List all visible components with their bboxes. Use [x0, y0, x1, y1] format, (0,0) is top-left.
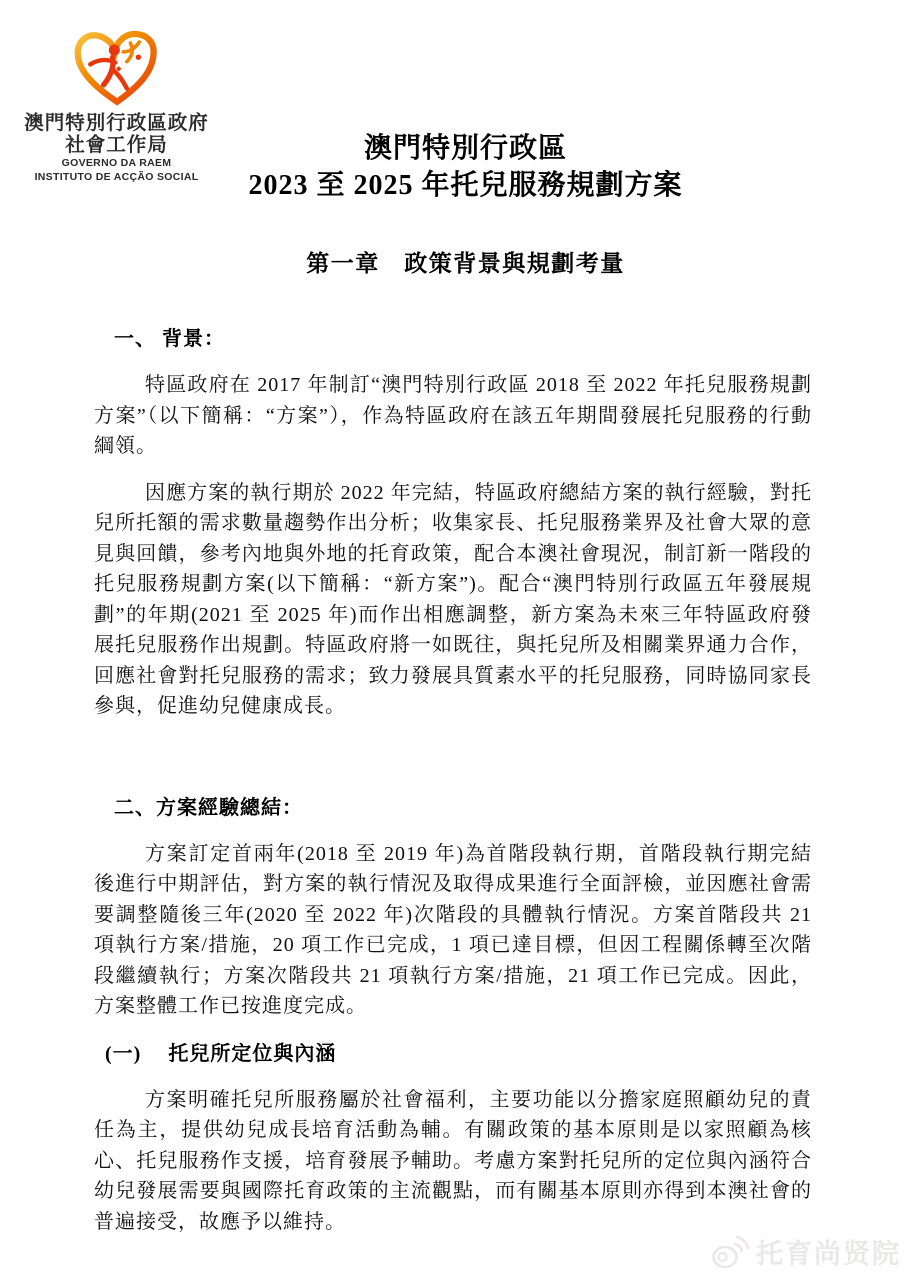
org-bureau-chinese: 社會工作局: [65, 133, 168, 156]
paragraph: 方案明確托兒所服務屬於社會福利，主要功能以分擔家庭照顧幼兒的責任為主，提供幼兒成長培育活動為輔。有關政策的基本原則是以家照顧為核心、托兒服務作支援，培育發展予輔助。考慮方案對托兒所的定位與內涵符合幼兒發展需要與國際托育政策的主流觀點，而有關基本原則亦得到本澳社會的普遍接受，故應予以維持。: [94, 1088, 812, 1233]
document-title-line1: 澳門特別行政區: [363, 133, 567, 164]
weibo-watermark: [710, 1232, 901, 1271]
org-name-chinese: 澳門特別行政區政府: [24, 112, 209, 134]
weibo-icon: [710, 1234, 750, 1270]
document-body: [94, 318, 812, 1251]
chapter-heading: 第一章 政策背景與規劃考量: [306, 251, 625, 276]
paragraph: 方案訂定首兩年(2018 至 2019 年)為首階段執行期，首階段執行期完結後進行中期評估，對方案的執行情況及取得成果進行全面評檢，並因應社會需要調整隨後三年(2020 至 2022 年)次階段的具體執行情況。方案首階段共 21 項執行方案/措施，20 項工作已完成，1 項已達目標，但因工程關係轉至次階段繼續執行；方案次階段共 21 項執行方案/措施，21 項工作已完成。因此，方案整體工作已按進度完成。: [94, 842, 812, 1017]
subsection-heading-creche-positioning: (一) 托兒所定位與內涵: [105, 1042, 337, 1065]
heart-logo-icon: [65, 26, 169, 108]
org-bureau-portuguese: INSTITUTO DE ACÇÃO SOCIAL: [34, 170, 199, 183]
watermark-text: 托育尚贤院: [756, 1239, 901, 1269]
document-title-line2: 2023 至 2025 年托兒服務規劃方案: [248, 170, 683, 201]
section-heading-plan-experience-summary: 二、方案經驗總結：: [114, 796, 303, 819]
paragraph: 因應方案的執行期於 2022 年完結，特區政府總結方案的執行經驗，對托兒所托額的需求數量趨勢作出分析；收集家長、托兒服務業界及社會大眾的意見與回饋，參考內地與外地的托育政策，配合本澳社會現況，制訂新一階段的托兒服務規劃方案(以下簡稱：“新方案”)。配合“澳門特別行政區五年發展規劃”的年期(2021 至 2025 年)而作出相應調整，新方案為未來三年特區政府發展托兒服務作出規劃。特區政府將一如既往，與托兒所及相關業界通力合作，回應社會對托兒服務的需求；致力發展具質素水平的托兒服務，同時協同家長參與，促進幼兒健康成長。: [94, 481, 812, 717]
section-heading-background: 一、 背景：: [114, 328, 225, 350]
paragraph: 特區政府在 2017 年制訂“澳門特別行政區 2018 至 2022 年托兒服務規劃方案”（以下簡稱：“方案”），作為特區政府在該五年期間發展托兒服務的行動綱領。: [94, 374, 812, 457]
document-title: [110, 130, 821, 204]
org-name-portuguese: GOVERNO DA RAEM: [61, 157, 172, 169]
